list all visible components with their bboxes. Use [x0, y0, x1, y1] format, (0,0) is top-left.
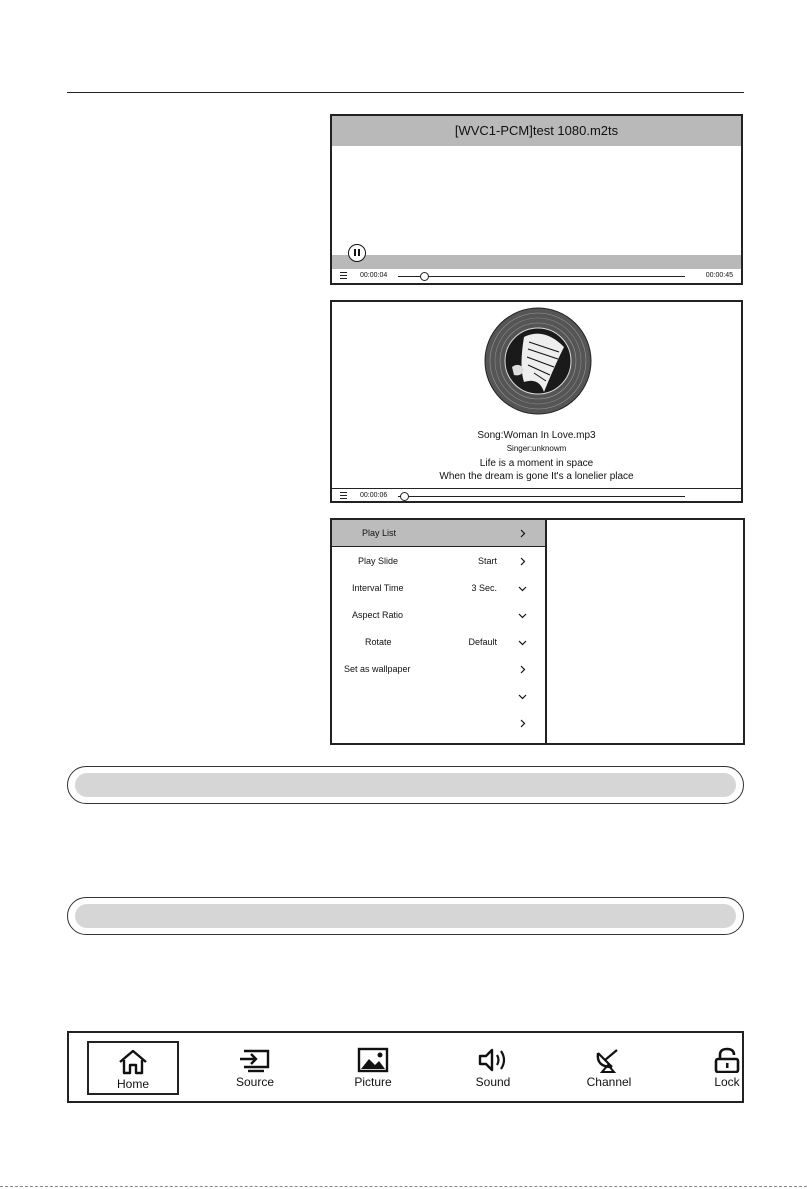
lock-icon	[710, 1047, 744, 1073]
preview-pane	[547, 520, 743, 743]
home-menu-bar	[67, 1031, 744, 1103]
video-player	[330, 114, 743, 285]
chevron-down-icon	[518, 638, 527, 647]
song-title: Song:Woman In Love.mp3	[477, 430, 596, 441]
section-header-bar-1	[67, 766, 744, 804]
chevron-down-icon	[518, 584, 527, 593]
menu-item-play-list[interactable]	[332, 520, 545, 547]
music-control-bar	[332, 489, 741, 503]
home-icon	[116, 1049, 150, 1075]
music-progress-knob[interactable]	[400, 492, 409, 501]
home-menu-label: Source	[235, 1075, 275, 1089]
options-list	[332, 520, 547, 743]
section-header-bar-2	[67, 897, 744, 935]
chevron-down-icon	[518, 692, 527, 701]
music-player	[330, 300, 743, 503]
pause-icon[interactable]	[348, 244, 366, 262]
video-progress-knob[interactable]	[420, 272, 429, 281]
video-title: [WVC1-PCM]test 1080.m2ts	[332, 116, 741, 146]
home-menu-label: Sound	[475, 1075, 511, 1089]
home-menu-label: Channel	[586, 1075, 632, 1089]
top-divider	[67, 92, 744, 93]
sound-icon	[476, 1047, 510, 1073]
menu-item-label: Interval Time	[352, 583, 404, 593]
music-progress-track[interactable]	[398, 496, 685, 497]
menu-item-label: Set as wallpaper	[344, 664, 411, 674]
picture-icon	[356, 1047, 390, 1073]
menu-item-label: Play Slide	[358, 556, 399, 566]
source-icon	[238, 1047, 272, 1073]
album-disc-icon	[484, 307, 592, 415]
chevron-down-icon	[518, 611, 527, 620]
home-menu-home[interactable]	[87, 1041, 179, 1095]
lyric-line-2: When the dream is gone It's a lonelier place	[439, 471, 634, 482]
video-info-bar	[332, 255, 741, 269]
lyric-line-1: Life is a moment in space	[479, 458, 594, 469]
menu-item-label: Play List	[362, 528, 397, 538]
menu-item-aspect-ratio[interactable]	[332, 602, 545, 628]
video-progress-track[interactable]	[398, 276, 685, 277]
home-menu-source[interactable]	[209, 1041, 301, 1095]
singer-name: Singer:unknowm	[506, 444, 567, 453]
page-cut-line	[0, 1186, 807, 1187]
home-menu-label: Home	[116, 1077, 149, 1091]
menu-item-value: Default	[468, 637, 497, 647]
chevron-right-icon	[518, 557, 527, 566]
video-current-time: 00:00:04	[360, 272, 388, 279]
section-header-fill	[75, 773, 736, 797]
menu-item-value: 3 Sec.	[471, 583, 497, 593]
chevron-right-icon	[518, 665, 527, 674]
menu-item-play-slide[interactable]	[332, 548, 545, 574]
channel-icon	[592, 1047, 626, 1073]
video-control-bar	[332, 269, 741, 283]
chevron-right-icon	[518, 529, 527, 538]
home-menu-lock[interactable]	[681, 1041, 744, 1095]
home-menu-picture[interactable]	[327, 1041, 419, 1095]
home-menu-channel[interactable]	[563, 1041, 655, 1095]
chevron-right-icon	[518, 719, 527, 728]
home-menu-label: Picture	[354, 1075, 392, 1089]
menu-item-set-wallpaper[interactable]	[332, 656, 545, 682]
menu-item-value: Start	[477, 556, 497, 566]
menu-item-label: Aspect Ratio	[352, 610, 404, 620]
menu-icon[interactable]	[340, 272, 347, 279]
section-header-fill	[75, 904, 736, 928]
music-current-time: 00:00:06	[360, 492, 388, 499]
video-total-time: 00:00:45	[705, 272, 733, 279]
menu-icon[interactable]	[340, 492, 347, 499]
menu-item-blank-1[interactable]	[332, 683, 545, 709]
menu-item-interval-time[interactable]	[332, 575, 545, 601]
home-menu-sound[interactable]	[447, 1041, 539, 1095]
photo-options-menu	[330, 518, 745, 745]
menu-item-label: Rotate	[365, 637, 392, 647]
menu-item-blank-2[interactable]	[332, 710, 545, 736]
home-menu-label: Lock	[714, 1075, 740, 1089]
menu-item-rotate[interactable]	[332, 629, 545, 655]
